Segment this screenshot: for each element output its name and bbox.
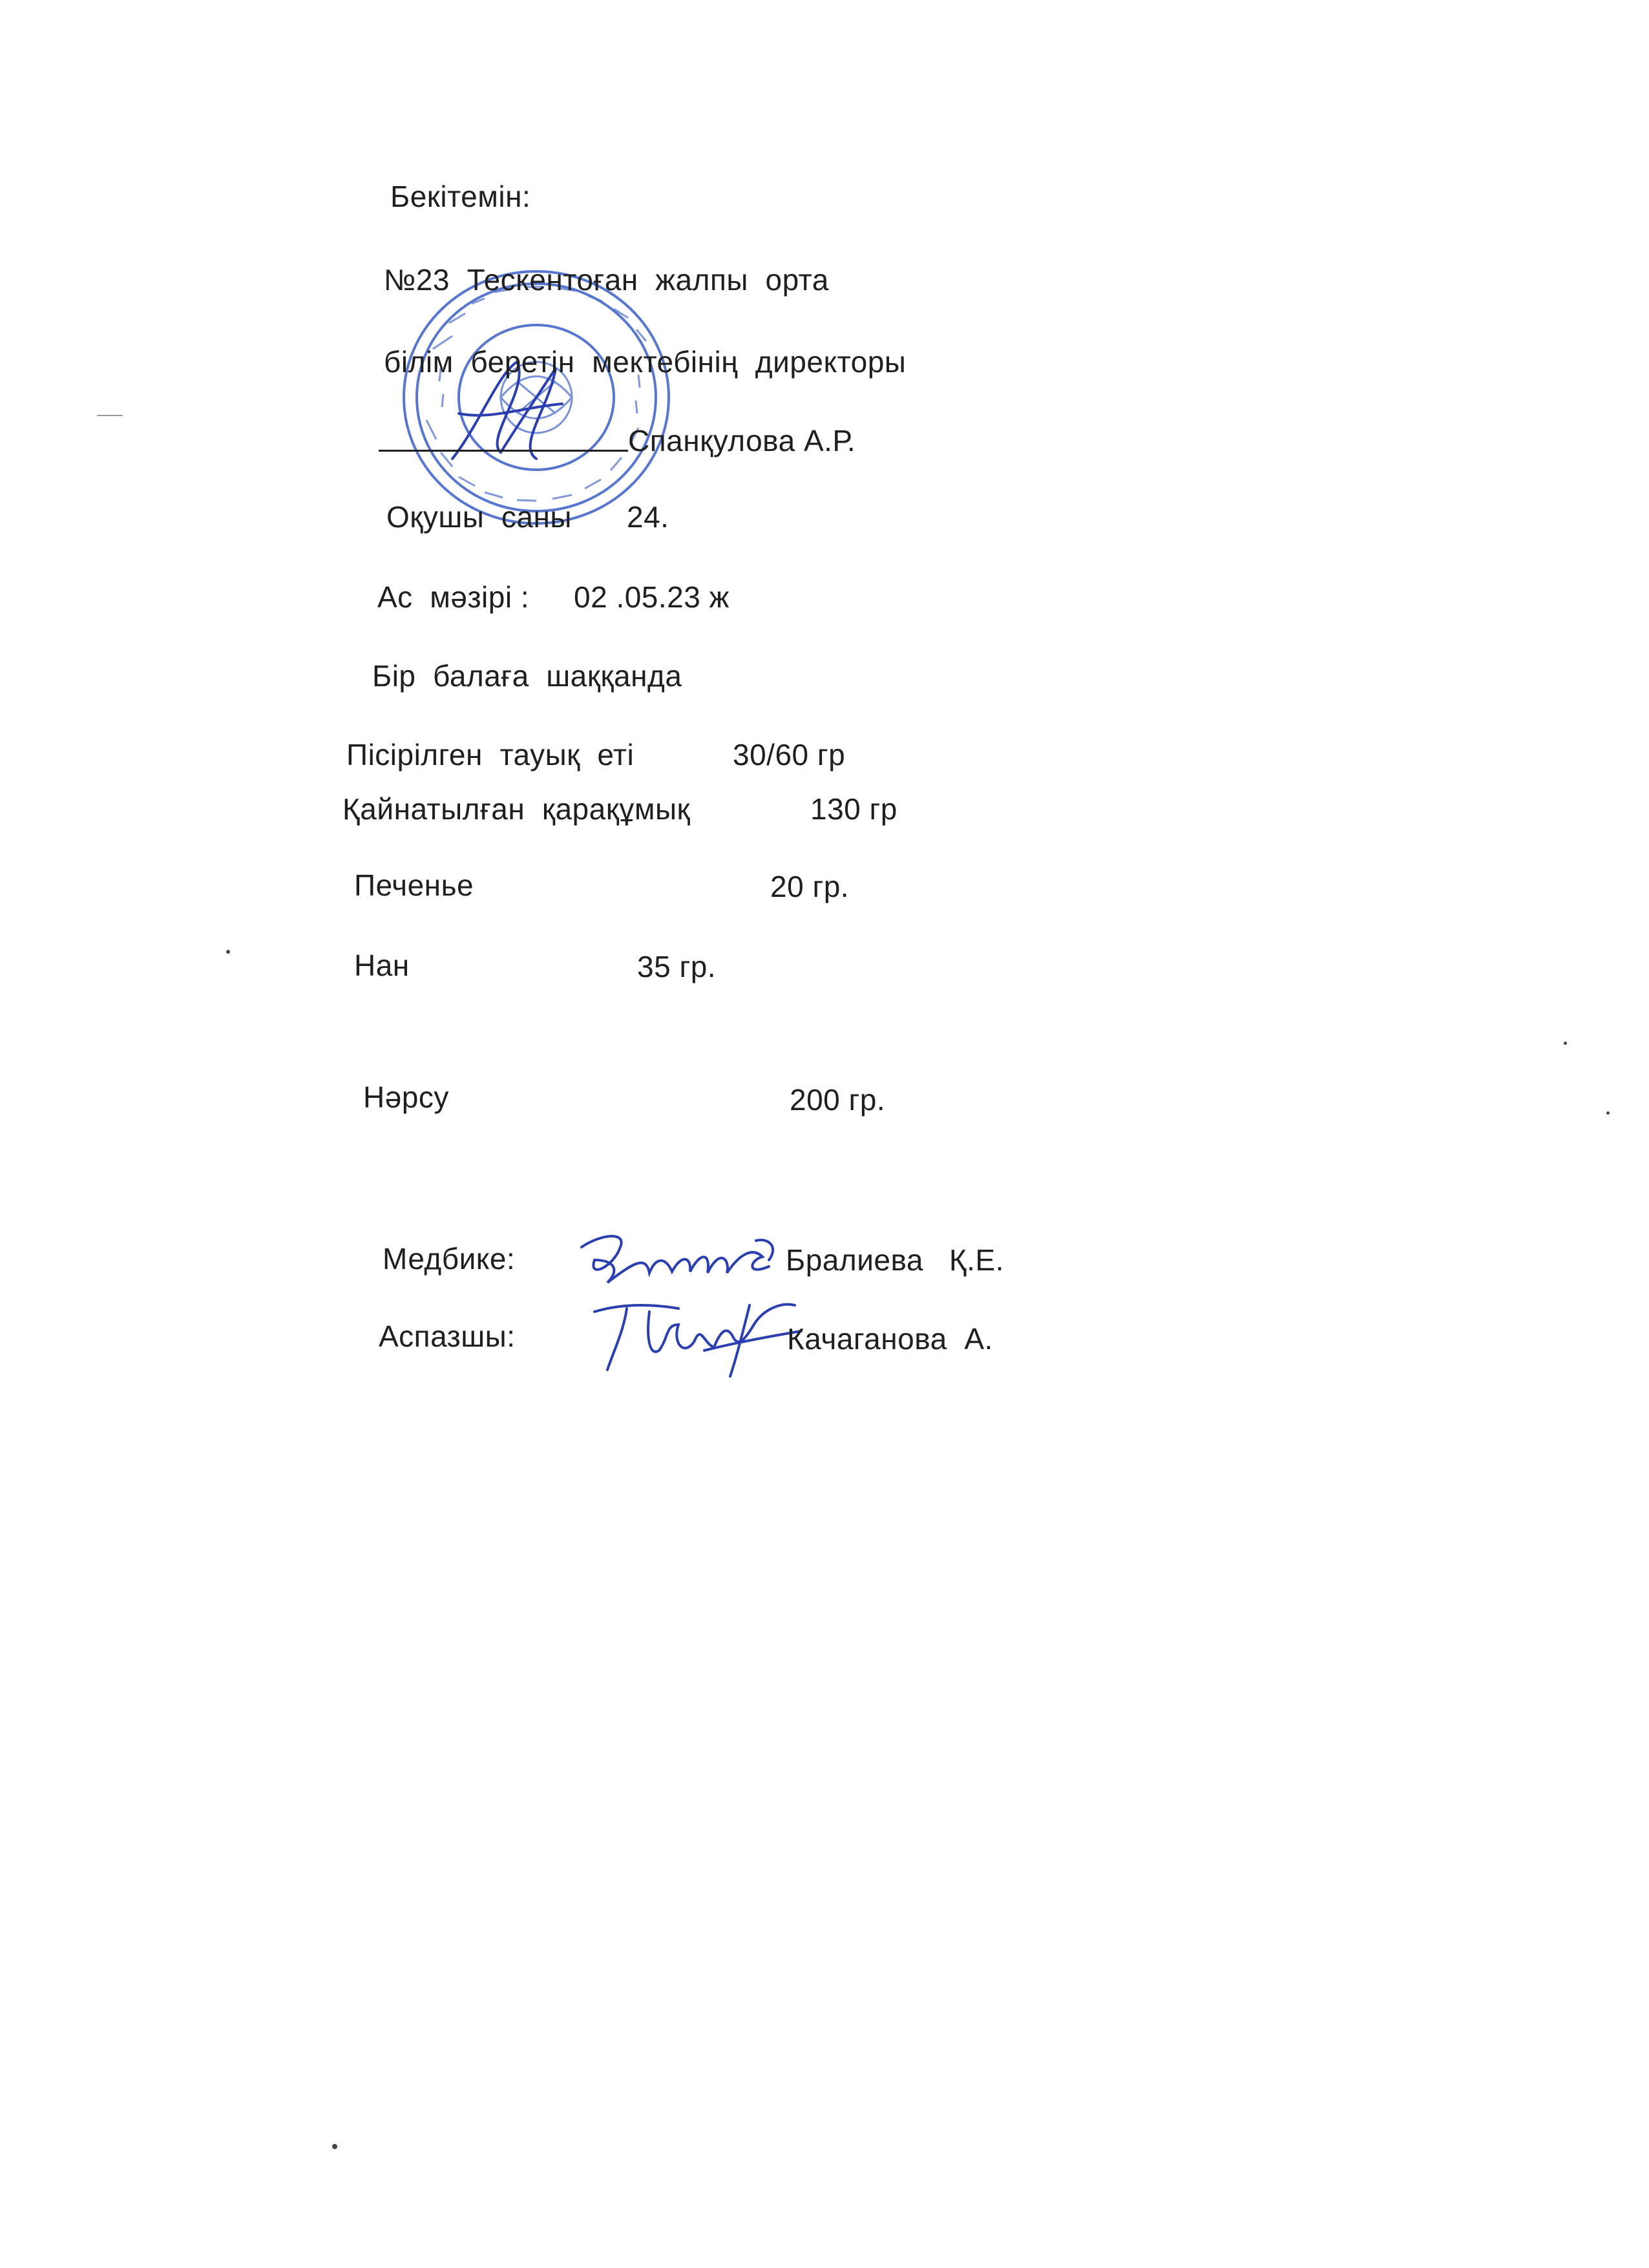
menu-item-amount: 35 гр.	[637, 950, 717, 983]
approval-title: Бекітемін:	[390, 180, 531, 213]
menu-item-amount: 200 гр.	[790, 1083, 886, 1117]
menu-item-name: Нәрсу	[363, 1080, 449, 1114]
menu-date: 02 .05.23 ж	[574, 580, 730, 614]
students-label: Оқушы саны	[386, 500, 572, 534]
menu-item-amount: 30/60 гр	[733, 738, 846, 772]
scan-speck	[1564, 1042, 1567, 1045]
scan-speck	[226, 950, 230, 954]
director-signature-line	[379, 450, 628, 452]
per-child-heading: Бір балаға шаққанда	[372, 659, 682, 693]
menu-item-amount: 130 гр	[810, 792, 898, 826]
students-count: 24.	[627, 500, 669, 534]
cook-signature	[588, 1286, 808, 1383]
menu-item-amount: 20 гр.	[770, 870, 850, 903]
nurse-name: Бралиева Қ.Е.	[786, 1243, 1004, 1277]
menu-item-name: Печенье	[354, 868, 474, 902]
director-name: Спанқулова А.Р.	[628, 424, 856, 457]
school-name-line-2: білім беретін мектебінің директоры	[384, 345, 907, 379]
menu-label: Ас мәзірі :	[377, 580, 530, 614]
menu-item-name: Нан	[354, 949, 410, 982]
scan-speck	[1606, 1111, 1610, 1115]
nurse-label: Медбике:	[383, 1242, 516, 1276]
cook-label: Аспазшы:	[379, 1319, 516, 1353]
cook-name: Качаганова А.	[787, 1322, 993, 1356]
menu-item-name: Пісірілген тауық еті	[346, 738, 635, 772]
school-name-line-1: №23 Тескентоған жалпы орта	[384, 263, 829, 297]
scan-speck	[97, 415, 123, 416]
scan-speck	[332, 2144, 337, 2149]
menu-item-name: Қайнатылған қарақұмық	[342, 792, 691, 826]
